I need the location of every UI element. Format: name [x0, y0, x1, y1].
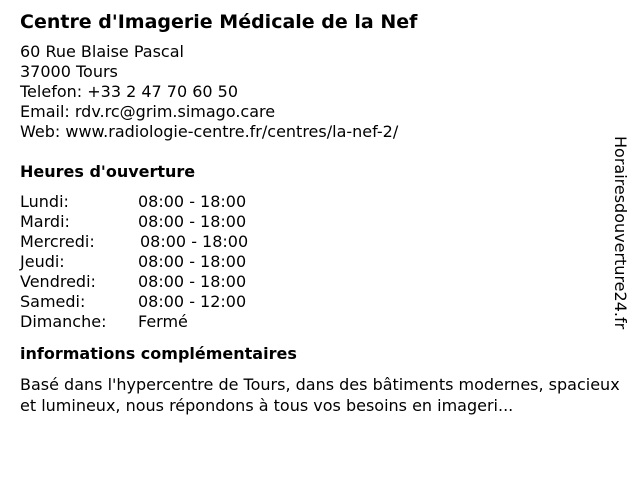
- hours-day: Dimanche:: [20, 312, 107, 331]
- hours-time: 08:00 - 18:00: [138, 192, 247, 211]
- hours-row-monday: [20, 192, 620, 212]
- address-city: 37000 Tours: [20, 62, 118, 81]
- hours-row-saturday: [20, 292, 620, 312]
- hours-day: Samedi:: [20, 292, 86, 311]
- hours-day: Jeudi:: [20, 252, 65, 271]
- hours-time: 08:00 - 18:00: [140, 232, 249, 251]
- hours-row-friday: [20, 272, 620, 292]
- hours-day: Vendredi:: [20, 272, 96, 291]
- hours-time: 08:00 - 18:00: [138, 272, 247, 291]
- hours-time: 08:00 - 18:00: [138, 252, 247, 271]
- email-line: Email: rdv.rc@grim.simago.care: [20, 102, 276, 121]
- site-watermark: Horairesdouverture24.fr: [611, 136, 630, 330]
- additional-info-text: Basé dans l'hypercentre de Tours, dans des bâtiments modernes, spacieux et lumineux, nous répondons à tous vos besoins en imageri...: [20, 375, 620, 415]
- hours-day: Mercredi:: [20, 232, 95, 251]
- opening-hours-heading: Heures d'ouverture: [20, 162, 196, 181]
- hours-row-sunday: [20, 312, 620, 332]
- hours-row-tuesday: [20, 212, 620, 232]
- hours-row-wednesday: [20, 232, 620, 252]
- additional-info-heading: informations complémentaires: [20, 344, 297, 363]
- center-info-card: [20, 10, 620, 416]
- hours-row-thursday: [20, 252, 620, 272]
- center-name: Centre d'Imagerie Médicale de la Nef: [20, 11, 418, 33]
- hours-day: Lundi:: [20, 192, 69, 211]
- hours-time: Fermé: [138, 312, 188, 331]
- hours-time: 08:00 - 12:00: [138, 292, 247, 311]
- hours-day: Mardi:: [20, 212, 70, 231]
- phone-line: Telefon: +33 2 47 70 60 50: [20, 82, 239, 101]
- web-line: Web: www.radiologie-centre.fr/centres/la-nef-2/: [20, 122, 399, 141]
- hours-time: 08:00 - 18:00: [138, 212, 247, 231]
- opening-hours-table: [20, 192, 620, 332]
- address-street: 60 Rue Blaise Pascal: [20, 42, 184, 61]
